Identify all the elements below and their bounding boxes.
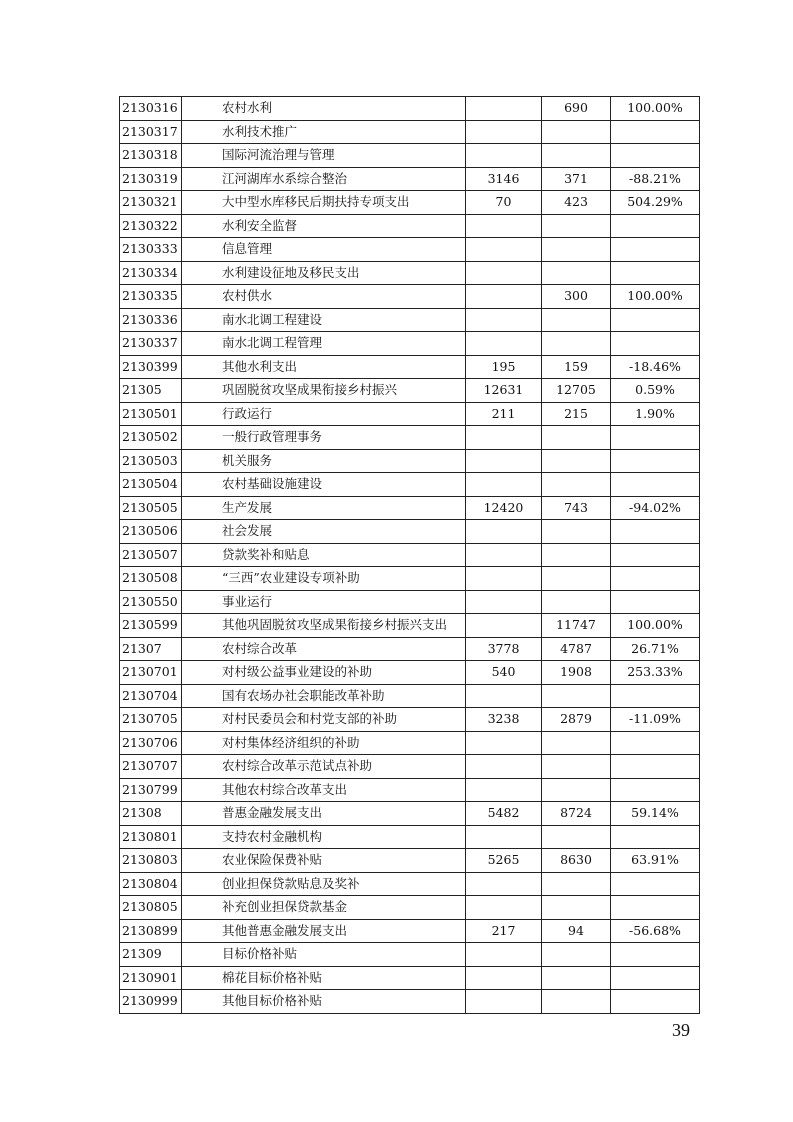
current-year-cell: 215 <box>542 402 611 426</box>
code-cell: 2130504 <box>120 473 182 497</box>
current-year-cell <box>542 896 611 920</box>
prev-year-cell <box>466 97 542 121</box>
change-rate-cell: 253.33% <box>611 661 700 685</box>
budget-table <box>119 96 700 1014</box>
change-rate-cell <box>611 520 700 544</box>
code-cell: 2130508 <box>120 567 182 591</box>
table-row <box>120 966 700 990</box>
prev-year-cell: 195 <box>466 355 542 379</box>
code-cell: 2130502 <box>120 426 182 450</box>
current-year-cell <box>542 332 611 356</box>
prev-year-cell <box>466 684 542 708</box>
current-year-cell: 690 <box>542 97 611 121</box>
code-cell: 2130803 <box>120 849 182 873</box>
table-row <box>120 332 700 356</box>
table-row <box>120 214 700 238</box>
code-cell: 2130505 <box>120 496 182 520</box>
change-rate-cell <box>611 990 700 1014</box>
code-cell: 2130501 <box>120 402 182 426</box>
code-cell: 2130319 <box>120 167 182 191</box>
table-row <box>120 825 700 849</box>
current-year-cell <box>542 473 611 497</box>
change-rate-cell: 59.14% <box>611 802 700 826</box>
change-rate-cell <box>611 567 700 591</box>
current-year-cell <box>542 449 611 473</box>
table-row <box>120 355 700 379</box>
code-cell: 2130322 <box>120 214 182 238</box>
table-row <box>120 191 700 215</box>
change-rate-cell <box>611 778 700 802</box>
table-row <box>120 543 700 567</box>
name-cell: 农村供水 <box>182 285 466 309</box>
current-year-cell: 743 <box>542 496 611 520</box>
name-cell: 国际河流治理与管理 <box>182 144 466 168</box>
prev-year-cell: 70 <box>466 191 542 215</box>
code-cell: 2130799 <box>120 778 182 802</box>
prev-year-cell <box>466 990 542 1014</box>
change-rate-cell <box>611 825 700 849</box>
code-cell: 2130321 <box>120 191 182 215</box>
name-cell: 创业担保贷款贴息及奖补 <box>182 872 466 896</box>
table-row <box>120 590 700 614</box>
table-row <box>120 426 700 450</box>
name-cell: 一般行政管理事务 <box>182 426 466 450</box>
current-year-cell: 8724 <box>542 802 611 826</box>
name-cell: 机关服务 <box>182 449 466 473</box>
name-cell: 农业保险保费补贴 <box>182 849 466 873</box>
table-row <box>120 97 700 121</box>
change-rate-cell: -18.46% <box>611 355 700 379</box>
name-cell: 农村基础设施建设 <box>182 473 466 497</box>
table-row <box>120 144 700 168</box>
prev-year-cell: 3146 <box>466 167 542 191</box>
code-cell: 2130704 <box>120 684 182 708</box>
code-cell: 2130333 <box>120 238 182 262</box>
prev-year-cell <box>466 144 542 168</box>
current-year-cell: 8630 <box>542 849 611 873</box>
prev-year-cell <box>466 896 542 920</box>
current-year-cell <box>542 825 611 849</box>
current-year-cell <box>542 144 611 168</box>
change-rate-cell: 100.00% <box>611 97 700 121</box>
change-rate-cell <box>611 214 700 238</box>
code-cell: 2130899 <box>120 919 182 943</box>
change-rate-cell: -11.09% <box>611 708 700 732</box>
current-year-cell <box>542 966 611 990</box>
change-rate-cell <box>611 473 700 497</box>
change-rate-cell: -94.02% <box>611 496 700 520</box>
current-year-cell <box>542 755 611 779</box>
table-row <box>120 567 700 591</box>
prev-year-cell <box>466 285 542 309</box>
name-cell: 水利技术推广 <box>182 120 466 144</box>
change-rate-cell <box>611 943 700 967</box>
code-cell: 2130801 <box>120 825 182 849</box>
change-rate-cell <box>611 966 700 990</box>
current-year-cell: 423 <box>542 191 611 215</box>
current-year-cell <box>542 778 611 802</box>
change-rate-cell: 63.91% <box>611 849 700 873</box>
name-cell: 其他目标价格补贴 <box>182 990 466 1014</box>
change-rate-cell <box>611 261 700 285</box>
current-year-cell <box>542 731 611 755</box>
name-cell: 目标价格补贴 <box>182 943 466 967</box>
current-year-cell <box>542 872 611 896</box>
change-rate-cell <box>611 731 700 755</box>
table-row <box>120 802 700 826</box>
change-rate-cell: 100.00% <box>611 614 700 638</box>
table-row <box>120 449 700 473</box>
code-cell: 2130804 <box>120 872 182 896</box>
code-cell: 2130399 <box>120 355 182 379</box>
change-rate-cell <box>611 755 700 779</box>
name-cell: 大中型水库移民后期扶持专项支出 <box>182 191 466 215</box>
table-row <box>120 520 700 544</box>
change-rate-cell <box>611 332 700 356</box>
table-row <box>120 919 700 943</box>
table-row <box>120 661 700 685</box>
code-cell: 21308 <box>120 802 182 826</box>
prev-year-cell: 211 <box>466 402 542 426</box>
name-cell: 水利安全监督 <box>182 214 466 238</box>
name-cell: 水利建设征地及移民支出 <box>182 261 466 285</box>
prev-year-cell <box>466 261 542 285</box>
current-year-cell <box>542 567 611 591</box>
current-year-cell: 2879 <box>542 708 611 732</box>
change-rate-cell <box>611 238 700 262</box>
prev-year-cell <box>466 473 542 497</box>
code-cell: 2130999 <box>120 990 182 1014</box>
prev-year-cell <box>466 332 542 356</box>
change-rate-cell <box>611 308 700 332</box>
prev-year-cell <box>466 590 542 614</box>
table-row <box>120 755 700 779</box>
name-cell: 补充创业担保贷款基金 <box>182 896 466 920</box>
current-year-cell <box>542 520 611 544</box>
code-cell: 2130317 <box>120 120 182 144</box>
table-row <box>120 379 700 403</box>
current-year-cell: 371 <box>542 167 611 191</box>
change-rate-cell <box>611 896 700 920</box>
prev-year-cell: 5265 <box>466 849 542 873</box>
current-year-cell: 1908 <box>542 661 611 685</box>
table-row <box>120 708 700 732</box>
prev-year-cell <box>466 825 542 849</box>
name-cell: 其他水利支出 <box>182 355 466 379</box>
change-rate-cell <box>611 684 700 708</box>
change-rate-cell <box>611 426 700 450</box>
current-year-cell <box>542 261 611 285</box>
change-rate-cell <box>611 120 700 144</box>
name-cell: 对村集体经济组织的补助 <box>182 731 466 755</box>
name-cell: 生产发展 <box>182 496 466 520</box>
prev-year-cell: 540 <box>466 661 542 685</box>
name-cell: 南水北调工程建设 <box>182 308 466 332</box>
table-row <box>120 285 700 309</box>
prev-year-cell <box>466 543 542 567</box>
name-cell: 棉花目标价格补贴 <box>182 966 466 990</box>
code-cell: 2130335 <box>120 285 182 309</box>
change-rate-cell <box>611 449 700 473</box>
code-cell: 2130901 <box>120 966 182 990</box>
prev-year-cell <box>466 238 542 262</box>
table-row <box>120 496 700 520</box>
current-year-cell <box>542 238 611 262</box>
table-row <box>120 402 700 426</box>
table-row <box>120 896 700 920</box>
change-rate-cell: -56.68% <box>611 919 700 943</box>
name-cell: 贷款奖补和贴息 <box>182 543 466 567</box>
change-rate-cell <box>611 590 700 614</box>
name-cell: 社会发展 <box>182 520 466 544</box>
table-row <box>120 943 700 967</box>
table-row <box>120 167 700 191</box>
code-cell: 2130334 <box>120 261 182 285</box>
name-cell: 支持农村金融机构 <box>182 825 466 849</box>
prev-year-cell <box>466 120 542 144</box>
prev-year-cell <box>466 731 542 755</box>
prev-year-cell <box>466 449 542 473</box>
code-cell: 2130336 <box>120 308 182 332</box>
prev-year-cell <box>466 872 542 896</box>
current-year-cell <box>542 943 611 967</box>
current-year-cell <box>542 990 611 1014</box>
code-cell: 21307 <box>120 637 182 661</box>
name-cell: 其他农村综合改革支出 <box>182 778 466 802</box>
name-cell: 其他巩固脱贫攻坚成果衔接乡村振兴支出 <box>182 614 466 638</box>
change-rate-cell: 504.29% <box>611 191 700 215</box>
name-cell: 农村综合改革 <box>182 637 466 661</box>
current-year-cell: 12705 <box>542 379 611 403</box>
prev-year-cell <box>466 943 542 967</box>
table-row <box>120 990 700 1014</box>
code-cell: 21309 <box>120 943 182 967</box>
name-cell: 农村综合改革示范试点补助 <box>182 755 466 779</box>
prev-year-cell <box>466 567 542 591</box>
name-cell: “三西”农业建设专项补助 <box>182 567 466 591</box>
code-cell: 2130705 <box>120 708 182 732</box>
change-rate-cell: 100.00% <box>611 285 700 309</box>
table-row <box>120 849 700 873</box>
code-cell: 2130507 <box>120 543 182 567</box>
prev-year-cell: 3778 <box>466 637 542 661</box>
prev-year-cell: 12420 <box>466 496 542 520</box>
code-cell: 21305 <box>120 379 182 403</box>
current-year-cell <box>542 684 611 708</box>
table-row <box>120 261 700 285</box>
current-year-cell: 94 <box>542 919 611 943</box>
table-row <box>120 614 700 638</box>
change-rate-cell <box>611 144 700 168</box>
code-cell: 2130706 <box>120 731 182 755</box>
name-cell: 对村民委员会和村党支部的补助 <box>182 708 466 732</box>
change-rate-cell: -88.21% <box>611 167 700 191</box>
prev-year-cell: 3238 <box>466 708 542 732</box>
current-year-cell <box>542 543 611 567</box>
name-cell: 农村水利 <box>182 97 466 121</box>
code-cell: 2130701 <box>120 661 182 685</box>
current-year-cell <box>542 214 611 238</box>
change-rate-cell: 26.71% <box>611 637 700 661</box>
table-row <box>120 684 700 708</box>
name-cell: 江河湖库水系综合整治 <box>182 167 466 191</box>
prev-year-cell: 12631 <box>466 379 542 403</box>
change-rate-cell: 0.59% <box>611 379 700 403</box>
table-row <box>120 778 700 802</box>
name-cell: 南水北调工程管理 <box>182 332 466 356</box>
prev-year-cell: 5482 <box>466 802 542 826</box>
change-rate-cell <box>611 543 700 567</box>
name-cell: 巩固脱贫攻坚成果衔接乡村振兴 <box>182 379 466 403</box>
code-cell: 2130316 <box>120 97 182 121</box>
code-cell: 2130805 <box>120 896 182 920</box>
code-cell: 2130503 <box>120 449 182 473</box>
name-cell: 行政运行 <box>182 402 466 426</box>
prev-year-cell <box>466 520 542 544</box>
prev-year-cell <box>466 308 542 332</box>
page-number: 39 <box>672 1020 690 1040</box>
current-year-cell: 11747 <box>542 614 611 638</box>
prev-year-cell <box>466 214 542 238</box>
name-cell: 事业运行 <box>182 590 466 614</box>
table-row <box>120 872 700 896</box>
change-rate-cell: 1.90% <box>611 402 700 426</box>
code-cell: 2130599 <box>120 614 182 638</box>
current-year-cell <box>542 120 611 144</box>
current-year-cell <box>542 426 611 450</box>
name-cell: 普惠金融发展支出 <box>182 802 466 826</box>
current-year-cell: 4787 <box>542 637 611 661</box>
name-cell: 信息管理 <box>182 238 466 262</box>
code-cell: 2130318 <box>120 144 182 168</box>
prev-year-cell <box>466 426 542 450</box>
prev-year-cell: 217 <box>466 919 542 943</box>
table-row <box>120 308 700 332</box>
code-cell: 2130506 <box>120 520 182 544</box>
current-year-cell: 159 <box>542 355 611 379</box>
name-cell: 国有农场办社会职能改革补助 <box>182 684 466 708</box>
table-row <box>120 637 700 661</box>
current-year-cell: 300 <box>542 285 611 309</box>
change-rate-cell <box>611 872 700 896</box>
name-cell: 其他普惠金融发展支出 <box>182 919 466 943</box>
table-row <box>120 238 700 262</box>
code-cell: 2130707 <box>120 755 182 779</box>
code-cell: 2130337 <box>120 332 182 356</box>
current-year-cell <box>542 308 611 332</box>
name-cell: 对村级公益事业建设的补助 <box>182 661 466 685</box>
prev-year-cell <box>466 755 542 779</box>
table-row <box>120 473 700 497</box>
table-body <box>120 97 700 1014</box>
prev-year-cell <box>466 614 542 638</box>
prev-year-cell <box>466 966 542 990</box>
code-cell: 2130550 <box>120 590 182 614</box>
table-row <box>120 731 700 755</box>
prev-year-cell <box>466 778 542 802</box>
table-row <box>120 120 700 144</box>
current-year-cell <box>542 590 611 614</box>
